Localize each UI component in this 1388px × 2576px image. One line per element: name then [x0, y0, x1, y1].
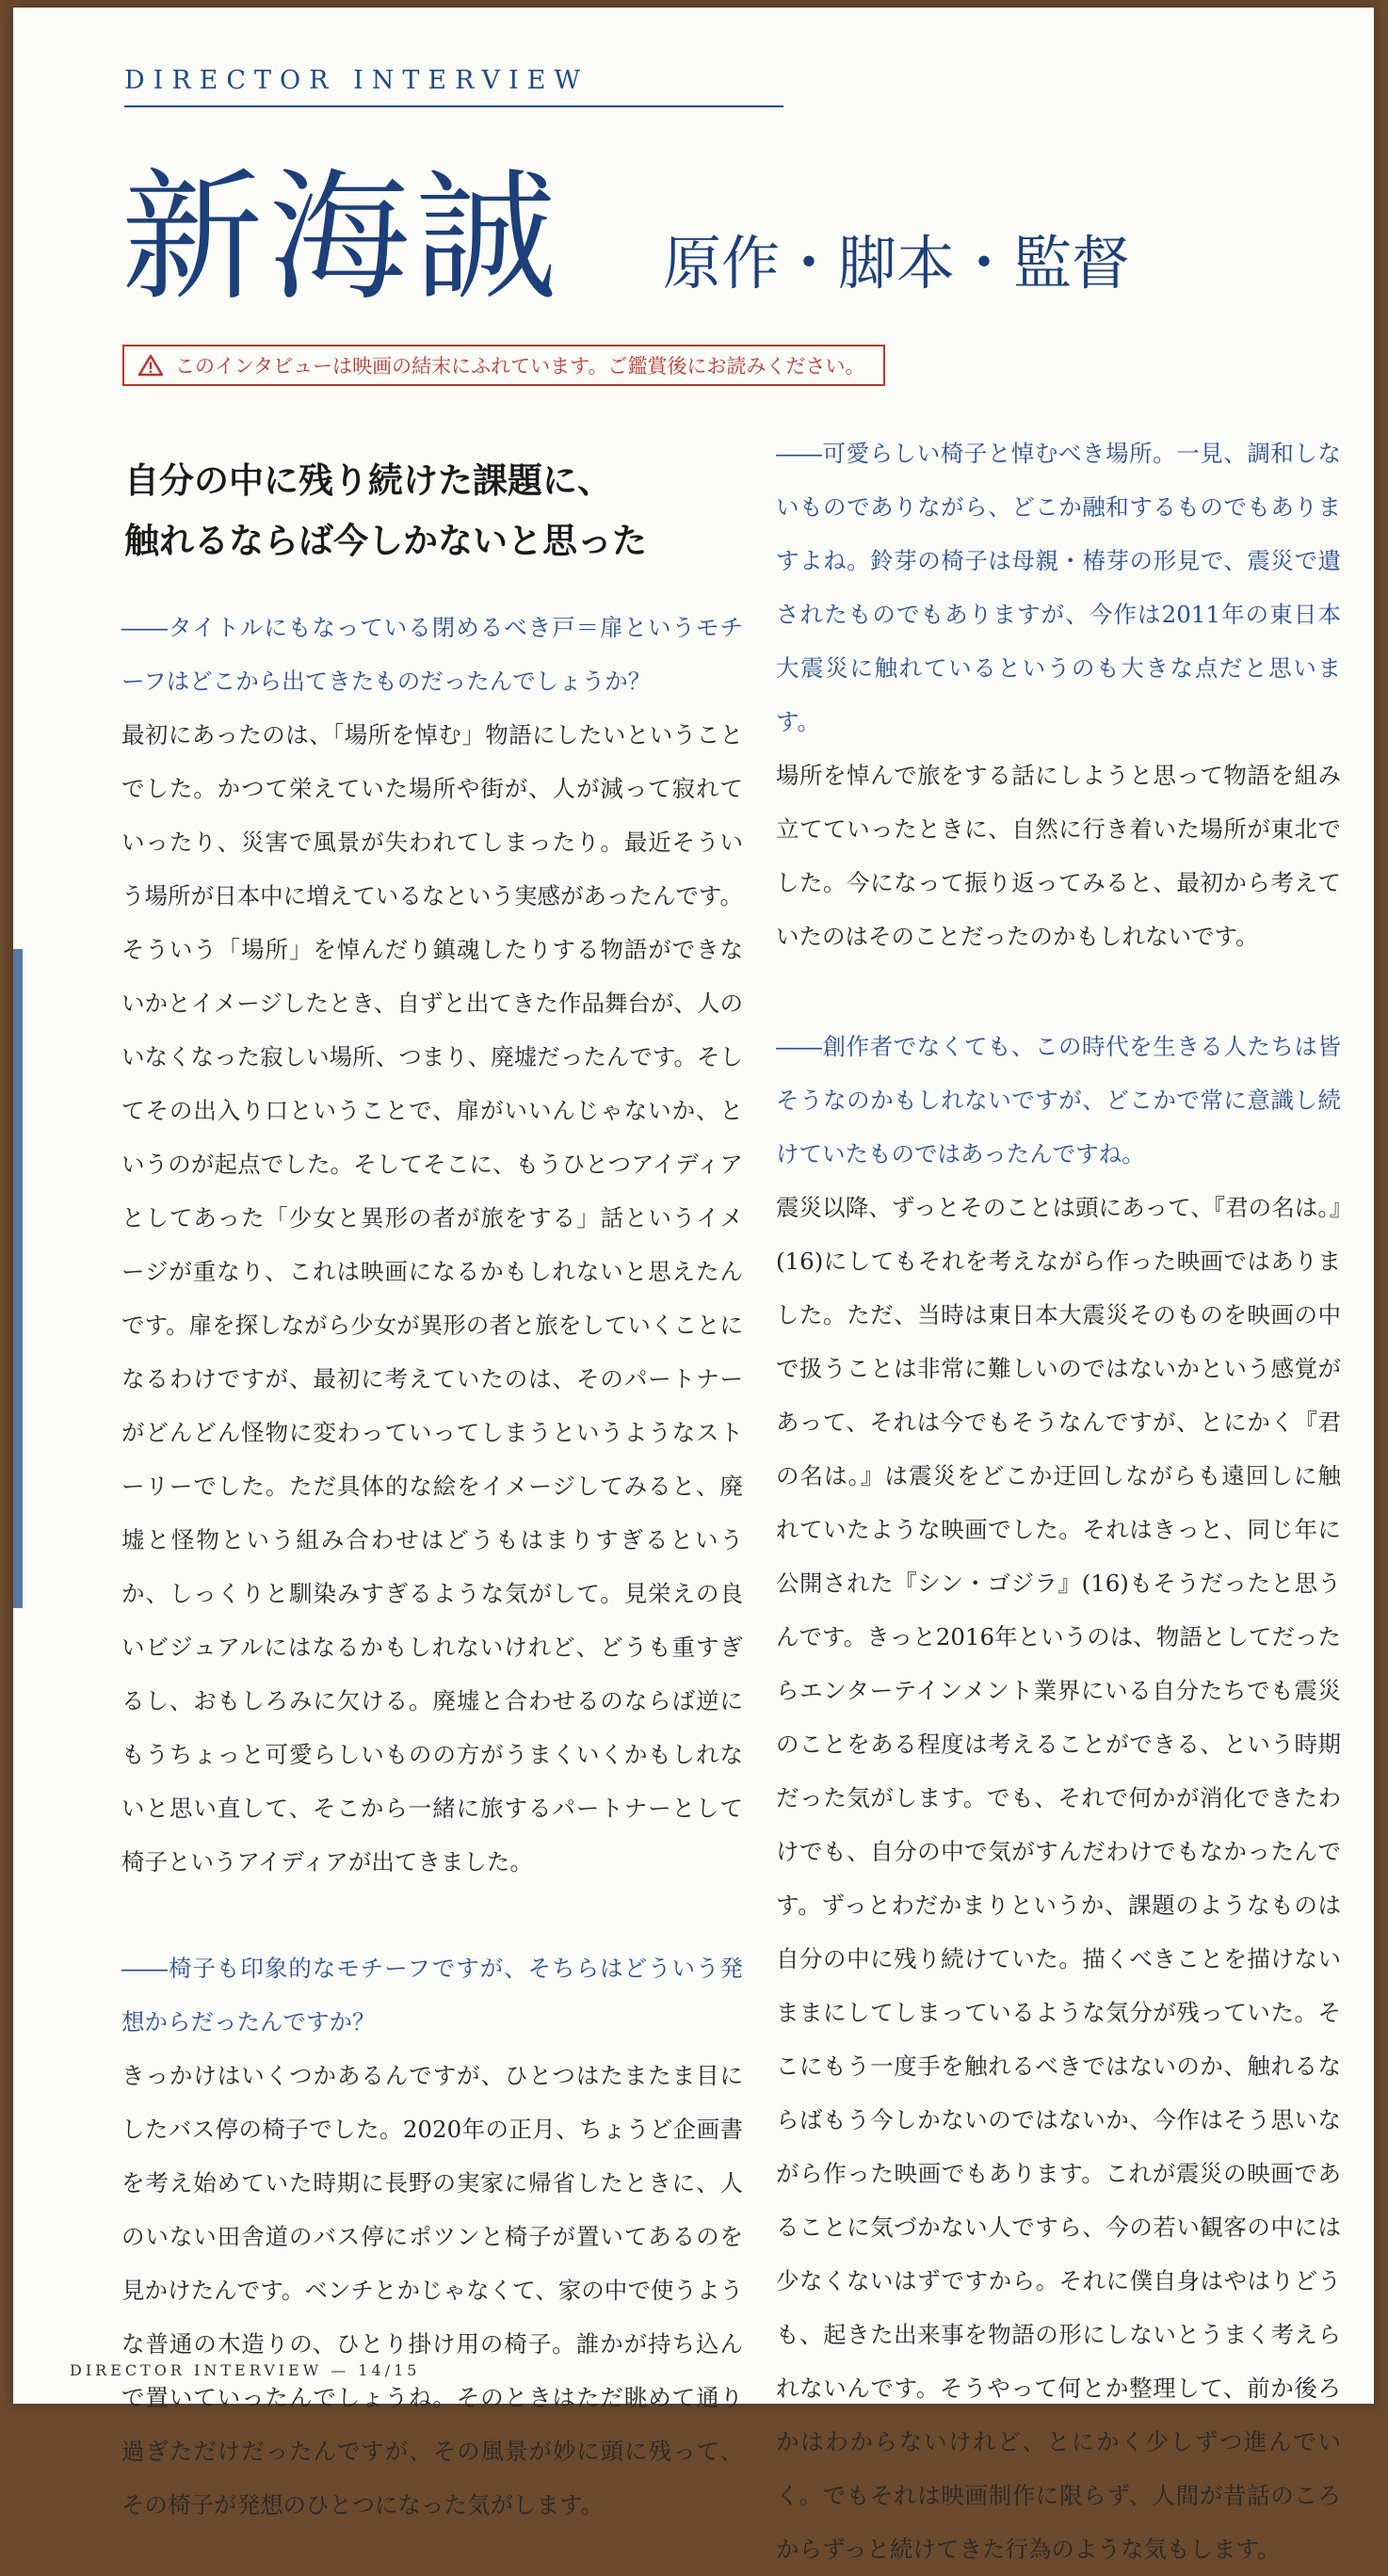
answer-1: 最初にあったのは、「場所を悼む」物語にしたいということでした。かつて栄えていた場所や街が、人が減って寂れていったり、災害で風景が失われてしまったり。最近そういう場所が日本中に増えているなという実感があったんです。そういう「場所」を悼んだり鎮魂したりする物語ができないかとイメージしたとき、自ずと出てきた作品舞台が、人のいなくなった寂しい場所、つまり、廃墟だったんです。そしてその出入り口ということで、扉がいいんじゃないか、というのが起点でした。そしてそこに、もうひとつアイディアとしてあった「少女と異形の者が旅をする」話というイメージが重なり、これは映画になるかもしれないと思えたんです。扉を探しながら少女が異形の者と旅をしていくことになるわけですが、最初に考えていたのは、そのパートナーがどんどん怪物に変わっていってしまうというようなストーリーでした。ただ具体的な絵をイメージしてみると、廃墟と怪物という組み合わせはどうもはまりすぎるというか、しっくりと馴染みすぎるような気がして。見栄えの良いビジュアルにはなるかもしれないけれど、どうも重すぎるし、おもしろみに欠ける。廃墟と合わせるのならば逆にもうちょっと可愛らしいものの方がうまくいくかもしれないと思い直して、そこから一緒に旅するパートナーとして椅子というアイディアが出てきました。: [121, 721, 743, 1876]
article-headline: [124, 450, 802, 571]
page-footer: DIRECTOR INTERVIEW — 14/15: [70, 2361, 421, 2379]
page-edge-decoration: [13, 949, 23, 1608]
director-name: 新海誠: [121, 156, 563, 320]
spoiler-warning: [122, 345, 885, 386]
answer-2: きっかけはいくつかあるんですが、ひとつはたまたま目にしたバス停の椅子でした。2020年の正月、ちょうど企画書を考え始めていた時期に長野の実家に帰省したときに、人のいない田舎道のバス停にポツンと椅子が置いてあるのを見かけたんです。ベンチとかじゃなくて、家の中で使うような普通の木造りの、ひとり掛け用の椅子。誰かが持ち込んで置いていったんでしょうね。そのときはただ眺めて通り過ぎただけだったんですが、その風景が妙に頭に残って、その椅子が発想のひとつになった気がします。: [121, 2062, 743, 2519]
section-rule: [124, 105, 783, 107]
question-1: ――タイトルにもなっている閉めるべき戸＝扉というモチーフはどこから出てきたものだったんでしょうか？: [121, 614, 743, 695]
question-4: ――創作者でなくても、この時代を生きる人たちは皆そうなのかもしれないですが、どこかで常に意識し続けていたものではあったんですね。: [776, 1033, 1341, 1167]
spoiler-warning-text: このインタビューは映画の結末にふれています。ご鑑賞後にお読みください。: [175, 355, 865, 378]
spacer: [776, 963, 1341, 1020]
left-column: [121, 601, 743, 2532]
section-label: DIRECTOR INTERVIEW: [124, 66, 589, 95]
headline-line-2: 触れるならば今しかないと思った: [124, 520, 647, 561]
magazine-page: [13, 8, 1374, 2563]
headline-line-1: 自分の中に残り続けた課題に、: [124, 459, 612, 501]
question-3: ――可愛らしい椅子と悼むべき場所。一見、調和しないものでありながら、どこか融和するものでもありますよね。鈴芽の椅子は母親・椿芽の形見で、震災で遺されたものでもありますが、今作は2011年の東日本大震災に触れているというのも大きな点だと思います。: [776, 440, 1341, 735]
warning-icon: [137, 354, 164, 377]
spacer: [121, 1889, 743, 1941]
answer-3: 場所を悼んで旅をする話にしようと思って物語を組み立てていったときに、自然に行き着いた場所が東北でした。今になって振り返ってみると、最初から考えていたのはそのことだったのかもしれないです。: [776, 762, 1341, 950]
right-column: [776, 427, 1341, 2576]
question-2: ――椅子も印象的なモチーフですが、そちらはどういう発想からだったんですか？: [121, 1955, 743, 2036]
answer-4: 震災以降、ずっとそのことは頭にあって、『君の名は。』(16)にしてもそれを考えながら作った映画ではありました。ただ、当時は東日本大震災そのものを映画の中で扱うことは非常に難しいのではないかという感覚があって、それは今でもそうなんですが、とにかく『君の名は。』は震災をどこか迂回しながらも遠回しに触れていたような映画でした。それはきっと、同じ年に公開された『シン・ゴジラ』(16)もそうだったと思うんです。きっと2016年というのは、物語としてだったらエンターテインメント業界にいる自分たちでも震災のことをある程度は考えることができる、という時期だった気がします。でも、それで何かが消化できたわけでも、自分の中で気がすんだわけでもなかったんです。ずっとわだかまりというか、課題のようなものは自分の中に残り続けていた。描くべきことを描けないままにしてしまっているような気分が残っていた。そこにもう一度手を触れるべきではないのか、触れるならばもう今しかないのではないか、今作はそう思いながら作った映画でもあります。これが震災の映画であることに気づかない人ですら、今の若い観客の中には少なくないはずですから。それに僕自身はやはりどうも、起きた出来事を物語の形にしないとうまく考えられないんです。そうやって何とか整理して、前か後ろかはわからないけれど、とにかく少しずつ進んでいく。でもそれは映画制作に限らず、人間が昔話のころからずっと続けてきた行為のような気もします。: [776, 1194, 1341, 2563]
director-role: 原作・脚本・監督: [663, 229, 1131, 298]
